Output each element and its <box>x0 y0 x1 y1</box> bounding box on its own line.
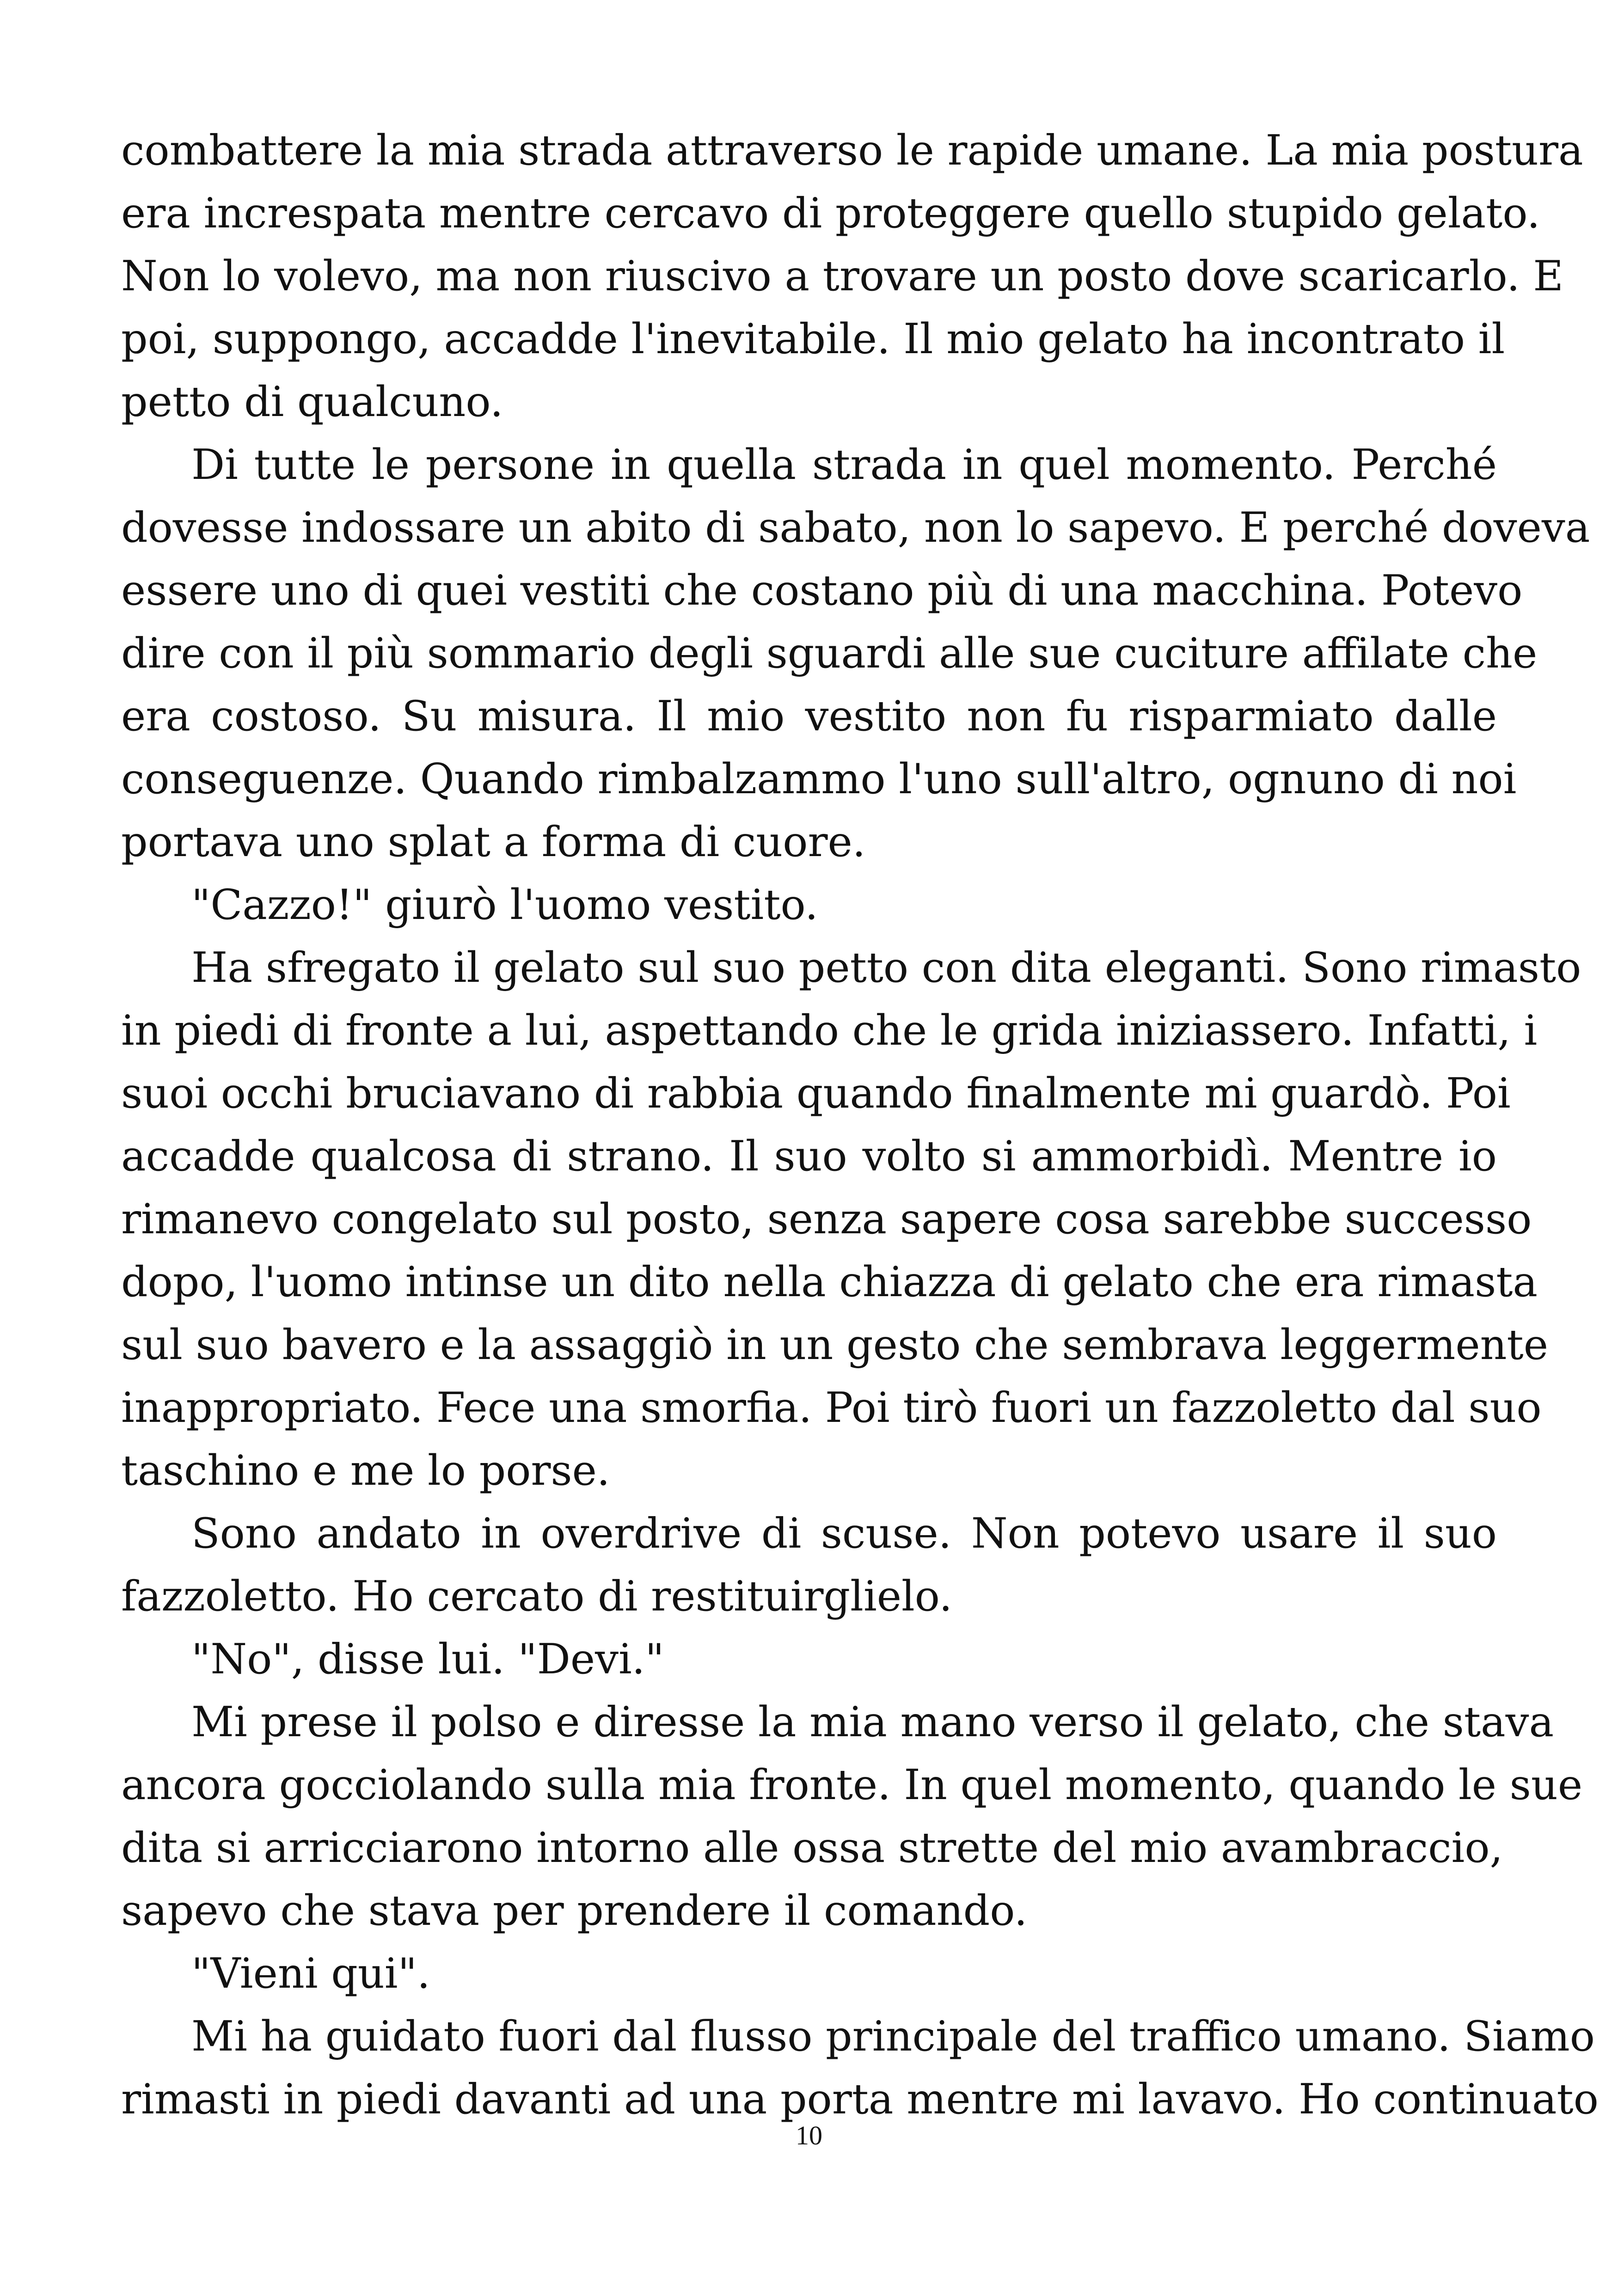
page-number: 10 <box>796 2120 822 2150</box>
dialogue-line: "Cazzo!" giurò l'uomo vestito. <box>191 881 818 929</box>
text-line: dovesse indossare un abito di sabato, non lo sapevo. E perché doveva <box>121 503 1590 552</box>
text-line: era costoso. Su misura. Il mio vestito non fu risparmiato dalle <box>121 692 1497 741</box>
paragraph-first-line: Ha sfregato il gelato sul suo petto con dita eleganti. Sono rimasto <box>191 943 1581 992</box>
text-line: suoi occhi bruciavano di rabbia quando finalmente mi guardò. Poi <box>121 1069 1511 1118</box>
dialogue-line: "No", disse lui. "Devi." <box>191 1635 664 1684</box>
text-line: poi, suppongo, accadde l'inevitabile. Il mio gelato ha incontrato il <box>121 315 1505 363</box>
text-line: Non lo volevo, ma non riuscivo a trovare un posto dove scaricarlo. E <box>121 252 1563 300</box>
text-line: fazzoletto. Ho cercato di restituirglielo. <box>121 1572 952 1621</box>
text-line: ancora gocciolando sulla mia fronte. In quel momento, quando le sue <box>121 1761 1583 1809</box>
text-line: dopo, l'uomo intinse un dito nella chiazza di gelato che era rimasta <box>121 1258 1538 1306</box>
text-line: petto di qualcuno. <box>121 378 503 426</box>
paragraph-first-line: Di tutte le persone in quella strada in quel momento. Perché <box>191 441 1497 489</box>
text-line: sapevo che stava per prendere il comando. <box>121 1886 1028 1935</box>
paragraph-first-line: Sono andato in overdrive di scuse. Non potevo usare il suo <box>191 1509 1497 1558</box>
text-line: dire con il più sommario degli sguardi alle sue cuciture affilate che <box>121 629 1538 678</box>
text-line: combattere la mia strada attraverso le rapide umane. La mia postura <box>121 126 1583 175</box>
paragraph-first-line: Mi ha guidato fuori dal flusso principale del traffico umano. Siamo <box>191 2012 1595 2061</box>
paragraph-first-line: Mi prese il polso e diresse la mia mano verso il gelato, che stava <box>191 1698 1554 1746</box>
text-line: portava uno splat a forma di cuore. <box>121 818 866 866</box>
text-line: sul suo bavero e la assaggiò in un gesto che sembrava leggermente <box>121 1321 1548 1369</box>
text-line: rimasti in piedi davanti ad una porta mentre mi lavavo. Ho continuato <box>121 2075 1599 2124</box>
body-text <box>121 119 1599 2131</box>
text-line: dita si arricciarono intorno alle ossa strette del mio avambraccio, <box>121 1824 1503 1872</box>
text-line: inappropriato. Fece una smorfia. Poi tirò fuori un fazzoletto dal suo <box>121 1384 1542 1432</box>
text-line: rimanevo congelato sul posto, senza sapere cosa sarebbe successo <box>121 1195 1532 1243</box>
text-line: conseguenze. Quando rimbalzammo l'uno sull'altro, ognuno di noi <box>121 755 1517 803</box>
text-line: in piedi di fronte a lui, aspettando che le grida iniziassero. Infatti, i <box>121 1006 1538 1055</box>
dialogue-line: "Vieni qui". <box>191 1949 430 1998</box>
text-line: taschino e me lo porse. <box>121 1446 610 1495</box>
text-line: essere uno di quei vestiti che costano più di una macchina. Potevo <box>121 566 1523 615</box>
text-line: era increspata mentre cercavo di proteggere quello stupido gelato. <box>121 189 1540 238</box>
text-line: accadde qualcosa di strano. Il suo volto si ammorbidì. Mentre io <box>121 1132 1497 1181</box>
